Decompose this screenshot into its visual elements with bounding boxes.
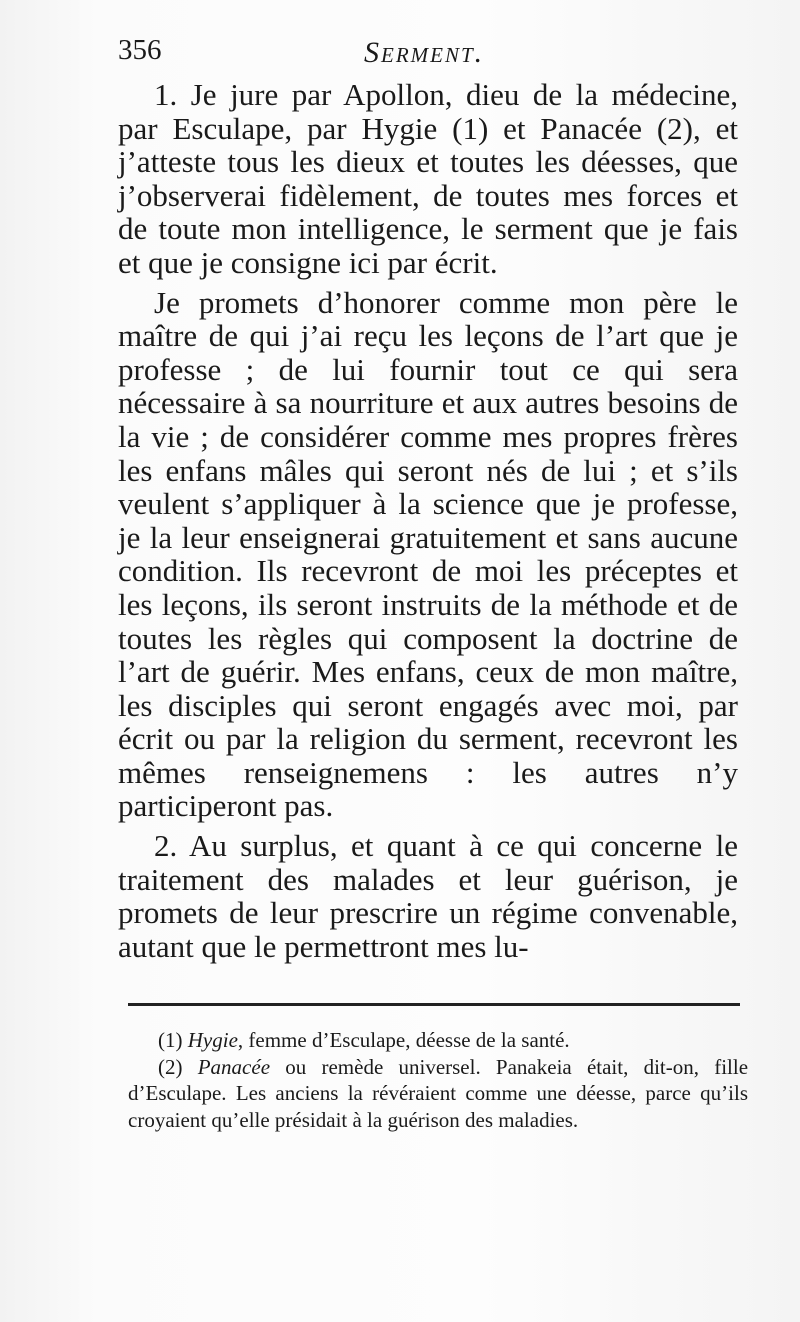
- footnote-text: ou remède universel. Panakeia était, dit-on, fille d’Esculape. Les anciens la révéraient comme une déesse, parce qu’ils croyaient qu’elle présidait à la guérison des maladies.: [128, 1054, 749, 1132]
- footnote-mark: (2): [158, 1054, 183, 1079]
- footnote-1: [128, 1027, 748, 1054]
- body-text: [118, 78, 738, 963]
- footnote-rule: [128, 1003, 740, 1006]
- footnote-term: Hygie: [187, 1028, 238, 1052]
- paragraph-oath-invocation: 1. Je jure par Apollon, dieu de la médecine, par Esculape, par Hygie (1) et Panacée (2), et j’atteste tous les dieux et toutes les déesses, que j’observerai fidèlement, de toutes mes forces et de toute mon intelligence, le serment que je fais et que je consigne ici par écrit.: [118, 77, 738, 280]
- footnote-text: , femme d’Esculape, déesse de la santé.: [237, 1028, 570, 1052]
- footnote-2: [128, 1054, 748, 1134]
- paragraph-treatment: 2. Au surplus, et quant à ce qui concerne le traitement des malades et leur guérison, je promets de leur prescrire un régime convenable, autant que le permettront mes lu-: [118, 828, 738, 964]
- running-head: Serment.: [364, 36, 485, 69]
- page-header: [118, 34, 758, 78]
- footnotes: [128, 1027, 748, 1133]
- footnote-term: Panacée: [197, 1054, 271, 1079]
- paragraph-duties-to-master: Je promets d’honorer comme mon père le maître de qui j’ai reçu les leçons de l’art que je professe ; de lui fournir tout ce qui sera nécessaire à sa nourriture et aux autres besoins de la vie ; de considérer comme mes propres frères les enfans mâles qui seront nés de lui ; et s’ils veulent s’appliquer à la science que je professe, je la leur enseignerai gratuitement et sans aucune condition. Ils recevront de moi les préceptes et les leçons, ils seront instruits de la méthode et de toutes les règles qui composent la doctrine de l’art de guérir. Mes enfans, ceux de mon maître, les disciples qui seront engagés avec moi, par écrit ou par la religion du serment, recevront les mêmes renseignemens : les autres n’y participeront pas.: [118, 284, 738, 824]
- footnote-mark: (1): [158, 1028, 183, 1052]
- page-number: 356: [118, 34, 162, 66]
